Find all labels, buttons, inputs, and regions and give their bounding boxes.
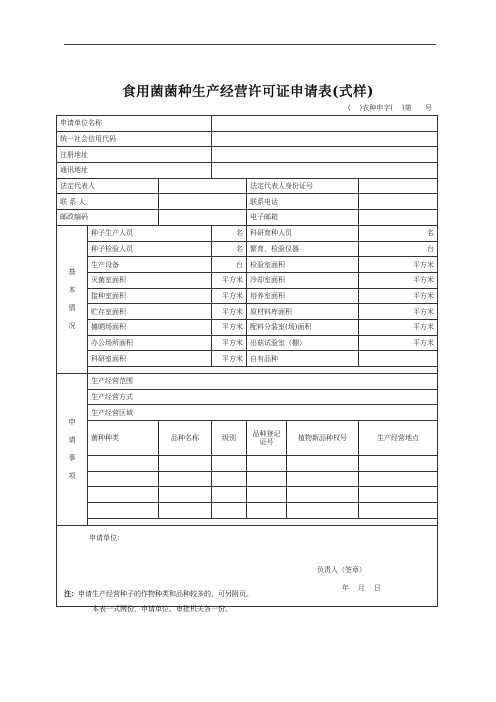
basic-right-unit: 平方米 — [359, 272, 438, 288]
label-business-region[interactable]: 生产经营区域 — [88, 405, 438, 421]
basic-info-label: 基 本 情 况 — [57, 225, 88, 373]
basic-left-unit: 平方米 — [212, 272, 247, 288]
basic-row — [57, 241, 438, 257]
header-species: 菌种种类 — [88, 421, 159, 456]
basic-right-unit: 平方米 — [359, 319, 438, 335]
basic-right-label: 冷却室面积 — [247, 272, 359, 288]
basic-row — [57, 288, 438, 304]
basic-right-unit: 台 — [359, 241, 438, 257]
row-postcode — [57, 210, 438, 226]
label-email: 电子邮箱 — [247, 210, 359, 226]
basic-left-label: 生产设备 — [88, 257, 212, 273]
basic-right-label: 原材料库面积 — [247, 304, 359, 320]
apply-spacer — [88, 518, 438, 525]
input-credit-code[interactable] — [212, 131, 438, 147]
label-legal-rep: 法定代表人 — [57, 178, 159, 194]
basic-left-unit: 平方米 — [212, 304, 247, 320]
label-mailing-address: 通讯地址 — [57, 163, 212, 179]
basic-left-label: 摊晒场面积 — [88, 319, 212, 335]
note-line-2: 本表一式两份，申请单位、审批机关各一份。 — [92, 605, 232, 613]
basic-right-label: 检验室面积 — [247, 257, 359, 273]
basic-right-label: 出菇试验室（棚） — [247, 335, 359, 351]
basic-right-unit: 平方米 — [359, 304, 438, 320]
row-credit-code — [57, 131, 438, 147]
row-scope — [57, 374, 438, 390]
basic-left-unit: 名 — [212, 225, 247, 241]
row-legal-rep — [57, 178, 438, 194]
cell-site[interactable] — [359, 471, 438, 487]
cell-reg-no[interactable] — [247, 471, 287, 487]
cell-grade[interactable] — [212, 471, 247, 487]
cell-grade[interactable] — [212, 487, 247, 503]
cell-variety[interactable] — [159, 456, 212, 472]
basic-row — [57, 225, 438, 241]
cell-site[interactable] — [359, 487, 438, 503]
responsible-person-label: 负责人（签章） — [317, 565, 366, 574]
cell-pvp[interactable] — [287, 456, 359, 472]
basic-left-label: 种子生产人员 — [88, 225, 212, 241]
note-label: 注： — [64, 590, 78, 598]
label-contact: 联 系 人 — [57, 194, 159, 210]
input-contact[interactable] — [159, 194, 247, 210]
basic-right-unit: 平方米 — [359, 335, 438, 351]
row-registered-address — [57, 147, 438, 163]
label-postcode: 邮政编码 — [57, 210, 159, 226]
basic-row — [57, 319, 438, 335]
variety-row — [57, 487, 438, 503]
input-postcode[interactable] — [159, 210, 247, 226]
header-site: 生产经营地点 — [359, 421, 438, 456]
apply-spacer-row — [57, 518, 438, 525]
cell-reg-no[interactable] — [247, 487, 287, 503]
header-registration-no: 品种登记证号 — [247, 421, 287, 456]
row-contact — [57, 194, 438, 210]
basic-right-unit: 平方米 — [359, 257, 438, 273]
note-text-1: 申请生产经营种子的作物种类和品种较多的，可另附页。 — [78, 590, 253, 598]
basic-right-label: 配料分装室(场)面积 — [247, 319, 359, 335]
cell-species[interactable] — [88, 503, 159, 519]
label-contact-phone: 联系电话 — [247, 194, 359, 210]
basic-left-label: 贮存室面积 — [88, 304, 212, 320]
basic-row — [57, 335, 438, 351]
header-rule — [64, 44, 436, 45]
applicant-unit-label: 申请单位： — [89, 533, 124, 542]
cell-grade[interactable] — [212, 456, 247, 472]
basic-row — [57, 272, 438, 288]
basic-left-unit: 平方米 — [212, 351, 247, 367]
cell-reg-no[interactable] — [247, 456, 287, 472]
row-region — [57, 405, 438, 421]
row-mailing-address — [57, 163, 438, 179]
input-registered-address[interactable] — [212, 147, 438, 163]
basic-spacer-row — [57, 367, 438, 374]
basic-left-unit: 名 — [212, 241, 247, 257]
input-legal-rep[interactable] — [159, 178, 247, 194]
header-variety-name: 品种名称 — [159, 421, 212, 456]
note-line-1 — [64, 589, 253, 599]
label-registered-address: 注册地址 — [57, 147, 212, 163]
label-legal-rep-id: 法定代表人身份证号 — [247, 178, 359, 194]
date-label: 年 月 日 — [342, 583, 381, 592]
label-applicant-name: 申请单位名称 — [57, 116, 212, 132]
variety-row — [57, 471, 438, 487]
cell-site[interactable] — [359, 503, 438, 519]
cell-variety[interactable] — [159, 487, 212, 503]
cell-pvp[interactable] — [287, 471, 359, 487]
document-number: ( )农种申字( )第 号 — [347, 104, 432, 112]
label-business-scope[interactable]: 生产经营范围 — [88, 374, 438, 390]
basic-left-label: 灭菌室面积 — [88, 272, 212, 288]
row-variety-header — [57, 421, 438, 456]
basic-row — [57, 257, 438, 273]
cell-reg-no[interactable] — [247, 503, 287, 519]
cell-pvp[interactable] — [287, 503, 359, 519]
cell-variety[interactable] — [159, 503, 212, 519]
basic-left-unit: 平方米 — [212, 335, 247, 351]
basic-row — [57, 351, 438, 367]
row-method — [57, 389, 438, 405]
basic-left-label: 科研室面积 — [88, 351, 212, 367]
variety-row — [57, 456, 438, 472]
cell-species[interactable] — [88, 456, 159, 472]
variety-row — [57, 503, 438, 519]
basic-right-label: 繁育、检验仪器 — [247, 241, 359, 257]
basic-left-label: 办公场所面积 — [88, 335, 212, 351]
application-form-table — [56, 115, 438, 607]
cell-grade[interactable] — [212, 503, 247, 519]
basic-left-label: 种子检验人员 — [88, 241, 212, 257]
basic-left-unit: 台 — [212, 257, 247, 273]
label-business-method[interactable]: 生产经营方式 — [88, 389, 438, 405]
cell-species[interactable] — [88, 487, 159, 503]
basic-right-unit — [359, 351, 438, 367]
cell-species[interactable] — [88, 471, 159, 487]
header-grade: 级别 — [212, 421, 247, 456]
basic-right-unit: 平方米 — [359, 288, 438, 304]
input-email[interactable] — [359, 210, 438, 226]
basic-row — [57, 304, 438, 320]
input-legal-rep-id[interactable] — [359, 178, 438, 194]
basic-left-unit: 平方米 — [212, 288, 247, 304]
basic-right-label: 培养室面积 — [247, 288, 359, 304]
input-mailing-address[interactable] — [212, 163, 438, 179]
cell-pvp[interactable] — [287, 487, 359, 503]
header-pvp-no: 植物新品种权号 — [287, 421, 359, 456]
basic-right-label: 科研育种人员 — [247, 225, 359, 241]
input-applicant-name[interactable] — [212, 116, 438, 132]
basic-right-unit: 名 — [359, 225, 438, 241]
apply-items-label: 申 请 事 项 — [57, 374, 88, 526]
form-title: 食用菌菌种生产经营许可证申请表(式样) — [122, 84, 374, 100]
label-credit-code: 统一社会信用代码 — [57, 131, 212, 147]
basic-left-label: 接种室面积 — [88, 288, 212, 304]
basic-spacer — [88, 367, 438, 374]
cell-variety[interactable] — [159, 471, 212, 487]
cell-site[interactable] — [359, 456, 438, 472]
row-applicant-name — [57, 116, 438, 132]
basic-left-unit: 平方米 — [212, 319, 247, 335]
input-contact-phone[interactable] — [359, 194, 438, 210]
basic-right-label: 自有品种 — [247, 351, 359, 367]
